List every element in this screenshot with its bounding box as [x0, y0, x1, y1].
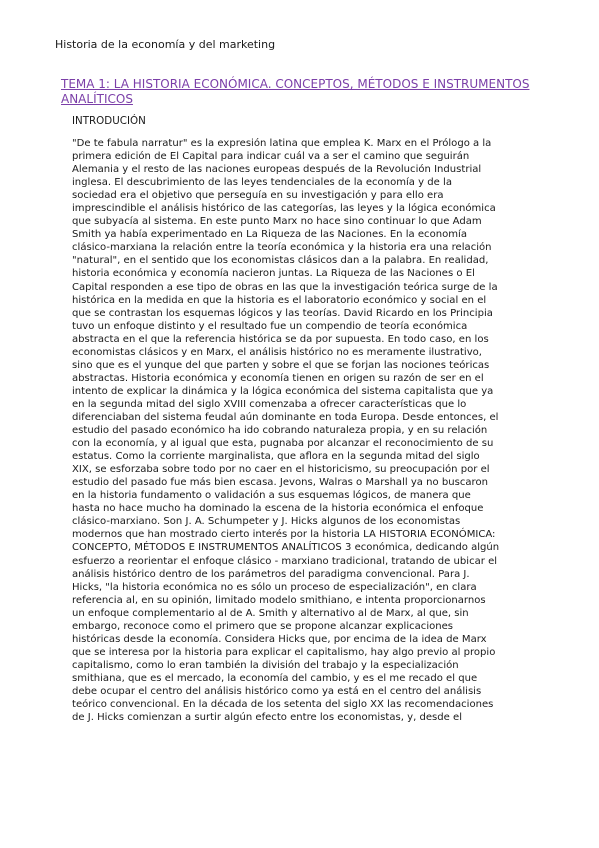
body-line: economistas clásicos y en Marx, el análisis histórico no es meramente ilustrativo,	[72, 346, 482, 358]
body-line: teórico convencional. En la década de los setenta del siglo XX las recomendaciones	[72, 699, 494, 711]
body-line: sociedad era el objetivo que perseguía en su investigación y para ello era	[72, 190, 444, 202]
body-line: un enfoque complementario al de A. Smith y alternativo al de Marx, al que, sin	[72, 607, 469, 619]
body-line: hasta no hace mucho ha dominado la escena de la historia económica el enfoque	[72, 503, 484, 515]
body-line: diferenciaban del sistema feudal aún dominante en toda Europa. Desde entonces, el	[72, 411, 499, 423]
body-line: XIX, se esforzaba sobre todo por no caer en el historicismo, su preocupación por el	[72, 464, 490, 476]
body-line: históricas desde la economía. Considera Hicks que, por encima de la idea de Marx	[72, 633, 487, 645]
body-line: clásico-marxiano. Son J. A. Schumpeter y J. Hicks algunos de los economistas	[72, 516, 461, 528]
body-line: Smith ya había experimentado en La Riqueza de las Naciones. En la economía	[72, 229, 467, 241]
body-line: capitalismo, como lo eran también la división del trabajo y la especialización	[72, 659, 459, 671]
body-line: "De te fabula narratur" es la expresión latina que emplea K. Marx en el Prólogo a la	[72, 138, 492, 149]
body-line: histórica en la medida en que la historia es el laboratorio económico y social en el	[72, 294, 487, 306]
body-line: embargo, reconoce como el primero que se propone alcanzar explicaciones	[72, 620, 454, 632]
body-line: Alemania y el resto de las naciones europeas después de la Revolución Industrial	[72, 164, 482, 176]
body-line: smithiana, que es el mercado, la economía del cambio, y es el me recado el que	[72, 672, 478, 684]
body-line: análisis histórico dentro de los parámetros del paradigma convencional. Para J.	[72, 568, 470, 580]
body-line: esfuerzo a reorientar el enfoque clásico - marxiano tradicional, tratando de ubicar el	[72, 555, 498, 567]
body-line: que subyacía al sistema. En este punto Marx no hace sino continuar lo que Adam	[72, 216, 482, 228]
body-line: de J. Hicks comienzan a surtir algún efecto entre los economistas, y, desde el	[72, 712, 462, 724]
body-line: tuvo un enfoque distinto y el resultado fue un compendio de teoría económica	[72, 320, 468, 332]
body-line: inglesa. El descubrimiento de las leyes tendenciales de la economía y de la	[72, 177, 452, 189]
body-line: historia económica y economía nacieron juntas. La Riqueza de las Naciones o El	[72, 268, 475, 280]
body-line: con la economía, y al igual que esta, pugnaba por alcanzar el reconocimiento de su	[72, 438, 494, 450]
body-line: en la segunda mitad del siglo XVIII comenzaba a ofrecer características que lo	[72, 398, 467, 410]
body-paragraph	[72, 137, 548, 724]
body-line: que se contrastan los esquemas lógicos y las teorías. David Ricardo en los Principia	[72, 307, 493, 319]
body-line: Hicks, "la historia económica no es sólo un proceso de especialización", en clara	[72, 581, 477, 593]
body-line: Capital responden a ese tipo de obras en las que la investigación teórica surge de la	[72, 281, 498, 293]
body-line: intento de explicar la dinámica y la lógica económica del sistema capitalista que ya	[72, 385, 494, 397]
body-line: primera edición de El Capital para indicar cuál va a ser el camino que seguirán	[72, 151, 470, 163]
body-line: referencia al, en su opinión, limitado modelo smithiano, e intenta proporcionarnos	[72, 594, 486, 606]
section-heading: INTRODUCIÓN	[72, 115, 146, 127]
body-line: sino que es el yunque del que parten y sobre el que se forjan las nociones teóricas	[72, 359, 490, 371]
document-header: Historia de la economía y del marketing	[55, 38, 276, 51]
body-line: CONCEPTO, MÉTODOS E INSTRUMENTOS ANALÍTICOS 3 económica, dedicando algún	[72, 542, 500, 554]
body-line: debe ocupar el centro del análisis histórico como ya está en el centro del análisis	[72, 685, 482, 697]
body-line: en la historia fundamento o validación a sus esquemas lógicos, de manera que	[72, 490, 471, 502]
body-line: modernos que han mostrado cierto interés por la historia LA HISTORIA ECONÓMICA:	[72, 529, 496, 541]
body-line: imprescindible el análisis histórico de las categorías, las leyes y la lógica económica	[72, 203, 496, 215]
body-line: estudio del pasado fue más bien escasa. Jevons, Walras o Marshall ya no buscaron	[72, 477, 488, 489]
body-line: estudio del pasado económico ha ido cobrando naturaleza propia, y en su relación	[72, 425, 488, 437]
body-line: abstractas. Historia económica y economía tienen en origen su razón de ser en el	[72, 372, 484, 384]
body-line: que se interesa por la historia para explicar el capitalismo, hay algo previo al propio	[72, 646, 496, 658]
body-line: abstracta en el que la referencia histórica se da por supuesta. En todo caso, en los	[72, 333, 489, 345]
body-line: estatus. Como la corriente marginalista, que aflora en la segunda mitad del siglo	[72, 451, 480, 463]
chapter-title: TEMA 1: LA HISTORIA ECONÓMICA. CONCEPTOS, MÉTODOS E INSTRUMENTOS ANALÍTICOS	[61, 77, 530, 106]
body-line: clásico-marxiana la relación entre la teoría económica y la historia era una relación	[72, 242, 492, 254]
body-line: "natural", en el sentido que los economistas clásicos dan a la palabra. En realidad,	[72, 255, 489, 267]
